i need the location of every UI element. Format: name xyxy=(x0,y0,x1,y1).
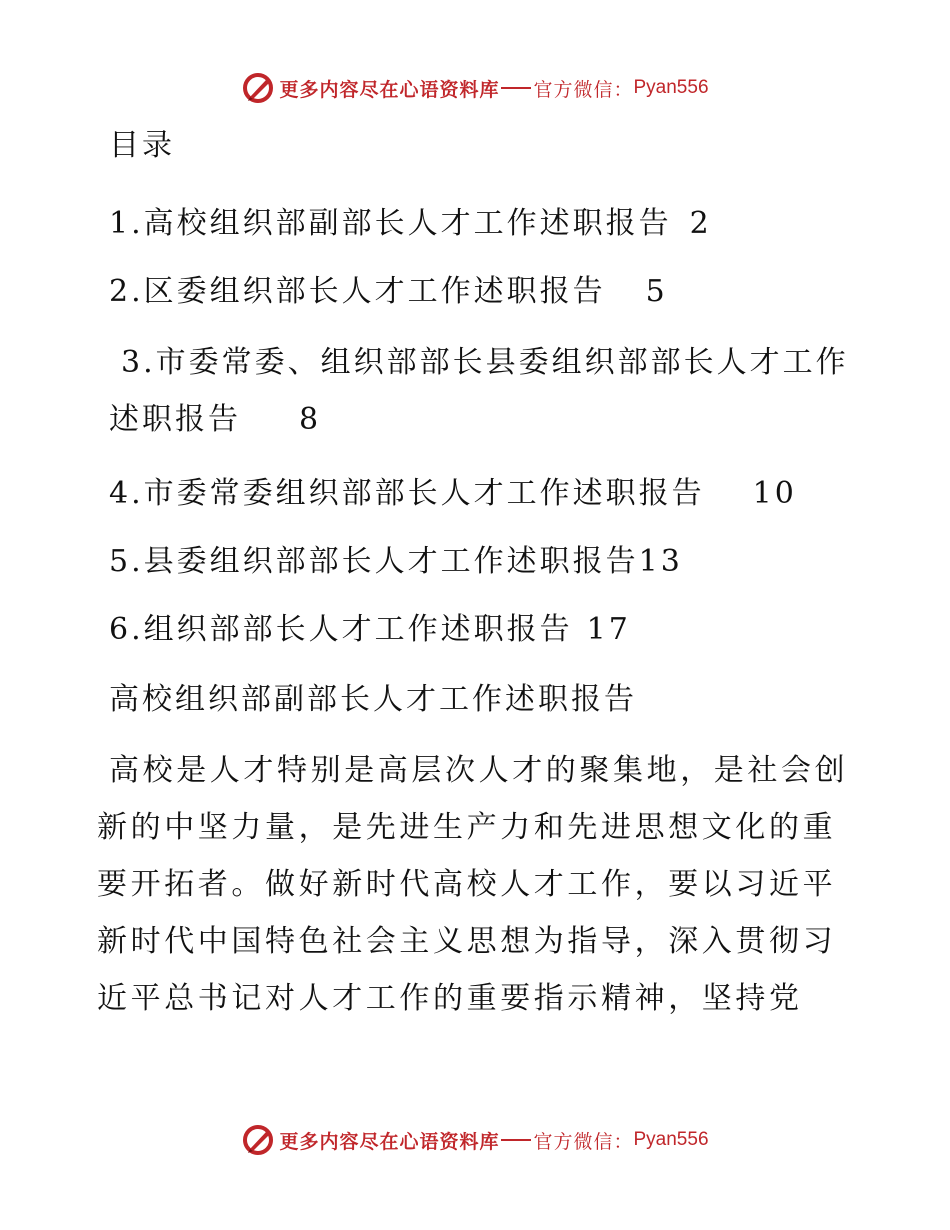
banner-dash xyxy=(501,87,531,89)
toc-item xyxy=(97,334,857,448)
banner-brand: 更多内容尽在心语资料库 xyxy=(279,78,500,101)
toc-item-label: 4.市委常委组织部部长人才工作述职报告 xyxy=(109,476,705,511)
body-paragraph: 高校是人才特别是高层次人才的聚集地，是社会创新的中坚力量，是先进生产力和先进思想文化的重要开拓者。做好新时代高校人才工作，要以习近平新时代中国特色社会主义思想为指导，深入贯彻习近平总书记对人才工作的重要指示精神，坚持党 xyxy=(97,753,849,1016)
toc-item-page: 17 xyxy=(586,612,631,647)
banner-handle: Pyan556 xyxy=(633,77,709,98)
banner-wechat-label: 官方微信： xyxy=(533,78,634,101)
toc-item-page: 13 xyxy=(638,544,683,579)
banner-brand: 更多内容尽在心语资料库 xyxy=(279,1130,500,1153)
toc-item-page: 8 xyxy=(299,402,322,437)
toc-item xyxy=(97,608,857,652)
toc-item xyxy=(97,270,857,314)
toc-item-page: 5 xyxy=(645,274,668,309)
header-banner xyxy=(0,68,950,108)
toc-item-label: 3.市委常委、组织部部长县委组织部部长人才工作述职报告 xyxy=(109,345,849,437)
toc-title: 目录 xyxy=(109,128,175,163)
banner-wechat-label: 官方微信： xyxy=(533,1130,634,1153)
toc-item-page: 2 xyxy=(689,206,712,241)
section-title: 高校组织部副部长人才工作述职报告 xyxy=(109,682,637,717)
pen-logo-icon xyxy=(241,1123,275,1157)
toc-item-page: 10 xyxy=(752,476,797,511)
banner-handle: Pyan556 xyxy=(633,1129,709,1150)
toc-item-label: 1.高校组织部副部长人才工作述职报告 xyxy=(109,206,672,241)
toc-item-label: 5.县委组织部部长人才工作述职报告 xyxy=(109,544,639,579)
pen-logo-icon xyxy=(241,71,275,105)
toc-item xyxy=(97,202,857,246)
toc-item xyxy=(97,472,857,516)
document-body xyxy=(97,118,857,1027)
toc-item-label: 2.区委组织部长人才工作述职报告 xyxy=(109,274,606,309)
footer-banner xyxy=(0,1120,950,1160)
toc-item xyxy=(97,540,857,584)
banner-dash xyxy=(501,1139,531,1141)
toc-item-label: 6.组织部部长人才工作述职报告 xyxy=(109,612,573,647)
